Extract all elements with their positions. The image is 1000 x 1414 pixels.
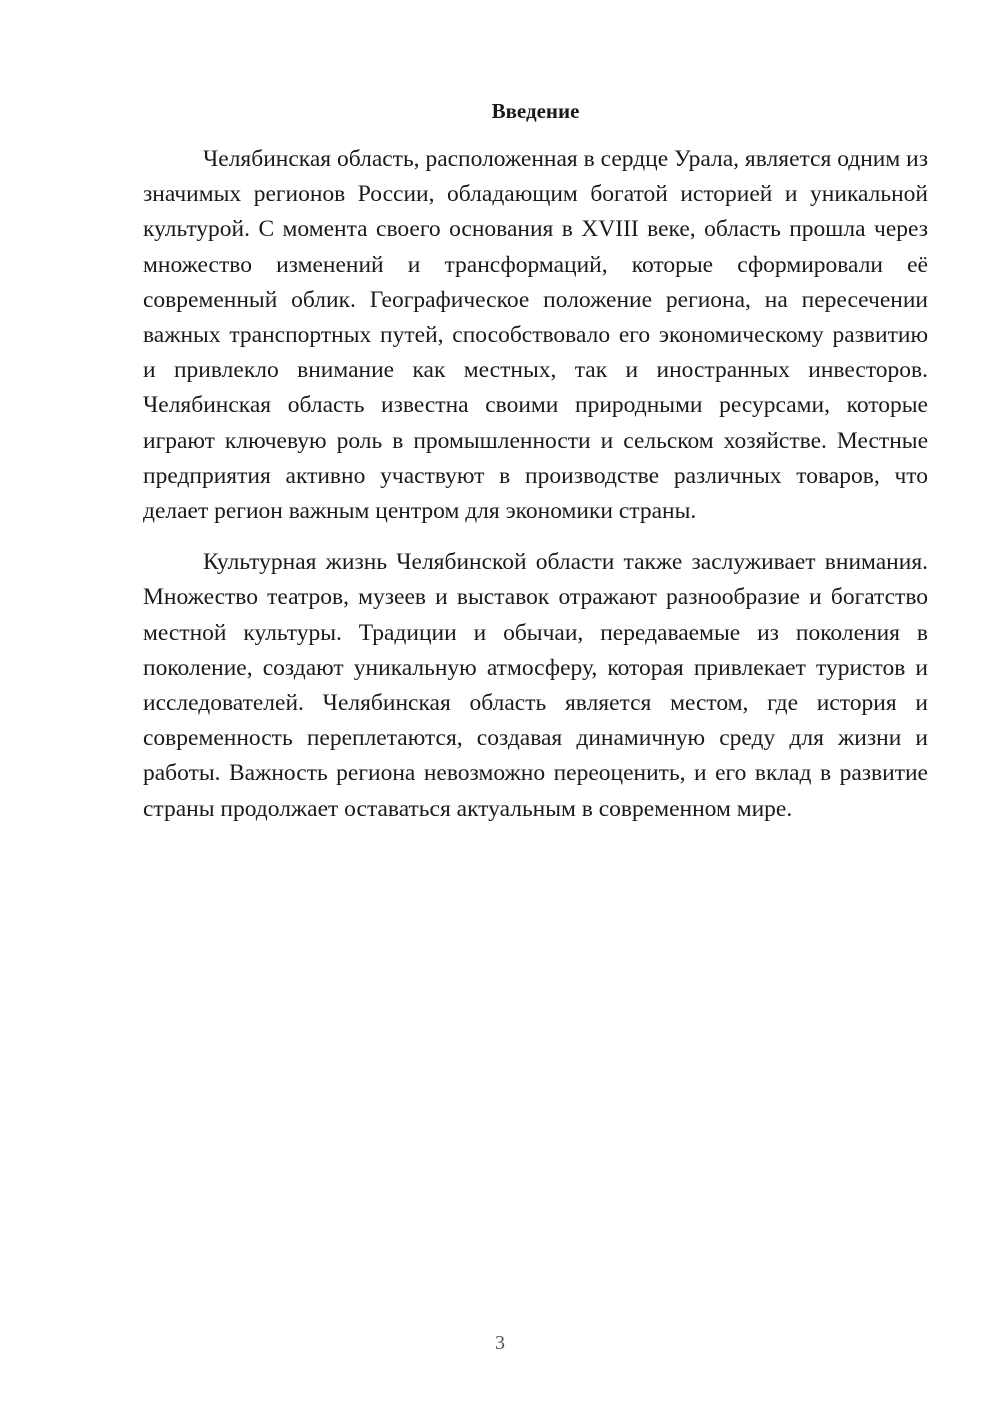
page-heading: Введение	[491, 99, 580, 123]
page-number: 3	[495, 1332, 505, 1354]
paragraph-2: Культурная жизнь Челябинской области также заслуживает внимания. Множество театров, музеев и выставок отражают разнообразие и богатство местной культуры. Традиции и обычаи, передаваемые из поколения в поколение, создают уникальную атмосферу, которая привлекает туристов и исследователей. Челябинская область является местом, где история и современность переплетаются, создавая динамичную среду для жизни и работы. Важность региона невозможно переоценить, и его вклад в развитие страны продолжает оставаться актуальным в современном мире.	[143, 549, 928, 822]
body-text	[143, 142, 928, 843]
paragraph-1: Челябинская область, расположенная в сердце Урала, является одним из значимых регионов России, обладающим богатой историей и уникальной культурой. С момента своего основания в XVIII веке, область прошла через множество изменений и трансформаций, которые сформировали её современный облик. Географическое положение региона, на пересечении важных транспортных путей, способствовало его экономическому развитию и привлекло внимание как местных, так и иностранных инвесторов. Челябинская область известна своими природными ресурсами, которые играют ключевую роль в промышленности и сельском хозяйстве. Местные предприятия активно участвуют в производстве различных товаров, что делает регион важным центром для экономики страны.	[143, 146, 928, 525]
